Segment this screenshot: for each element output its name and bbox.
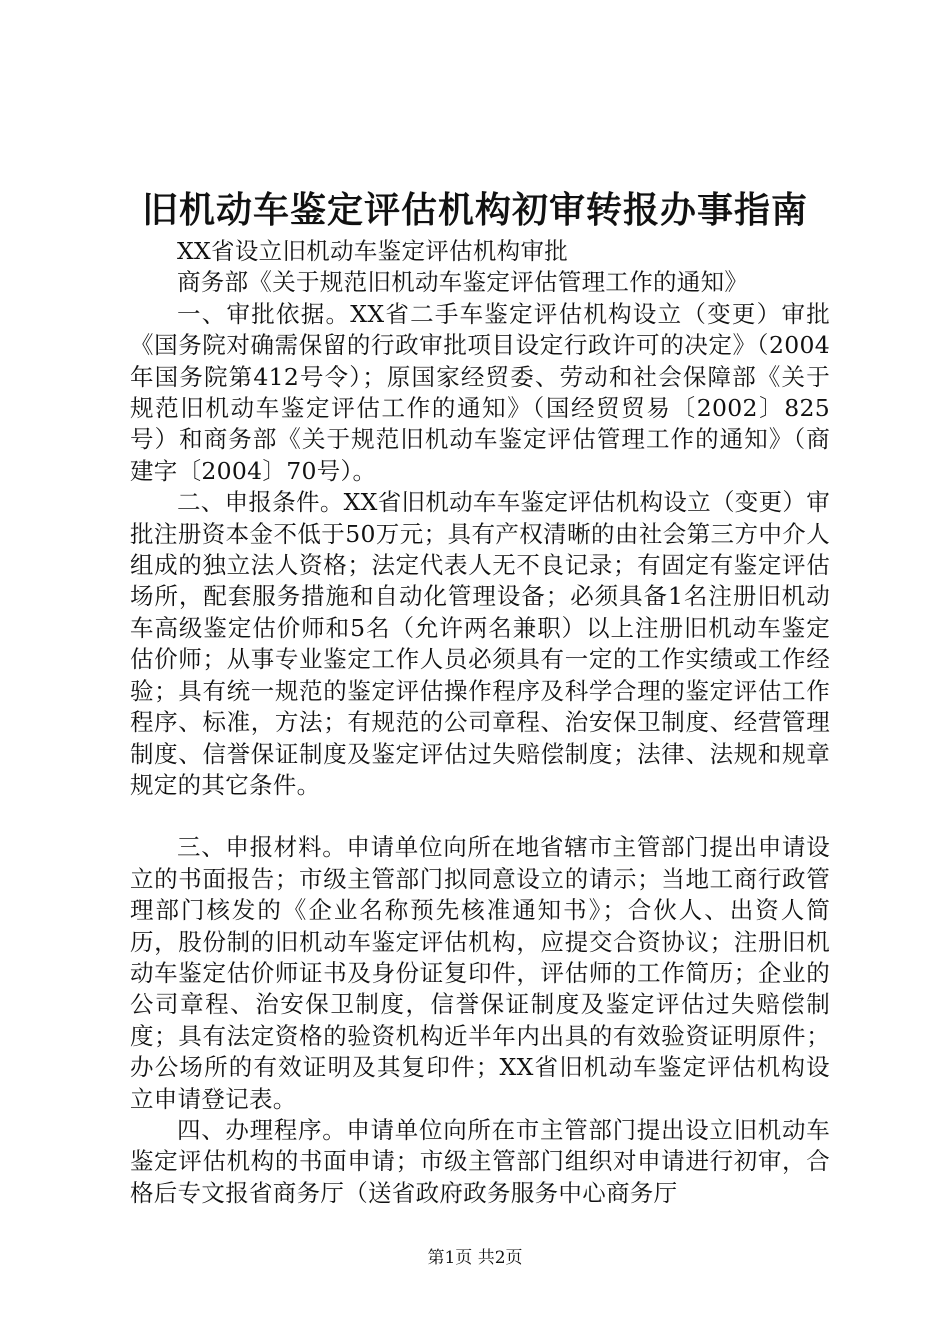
paragraph-application-materials: 三、申报材料。申请单位向所在地省辖市主管部门提出申请设立的书面报告；市级主管部门拟同意设立的请示；当地工商行政管理部门核发的《企业名称预先核准通知书》；合伙人、出资人简历，股份制的旧机动车鉴定评估机构，应提交合资协议；注册旧机动车鉴定估价师证书及身份证复印件，评估师的工作简历；企业的公司章程、治安保卫制度，信誉保证制度及鉴定评估过失赔偿制度；具有法定资格的验资机构近半年内出具的有效验资证明原件；办公场所的有效证明及其复印件；XX省旧机动车鉴定评估机构设立申请登记表。 <box>130 833 830 1113</box>
paragraph-procedure: 四、办理程序。申请单位向所在市主管部门提出设立旧机动车鉴定评估机构的书面申请；市级主管部门组织对申请进行初审，合格后专文报省商务厅（送省政府政务服务中心商务厅 <box>130 1115 830 1207</box>
paragraph-subject: XX省设立旧机动车鉴定评估机构审批 <box>177 237 569 265</box>
page-number: 第1页 共2页 <box>427 1248 523 1268</box>
paragraph-approval-basis: 一、审批依据。XX省二手车鉴定评估机构设立（变更）审批《国务院对确需保留的行政审批项目设定行政许可的决定》（2004年国务院第412号令）；原国家经贸委、劳动和社会保障部《关于规范旧机动车鉴定评估工作的通知》（国经贸贸易〔2002〕825号）和商务部《关于规范旧机动车鉴定评估管理工作的通知》（商建字〔2004〕70号）。 <box>130 299 830 485</box>
paragraph-application-conditions: 二、申报条件。XX省旧机动车车鉴定评估机构设立（变更）审批注册资本金不低于50万元；具有产权清晰的由社会第三方中介人组成的独立法人资格；法定代表人无不良记录；有固定有鉴定评估场所，配套服务措施和自动化管理设备；必须具备1名注册旧机动车高级鉴定估价师和5名（允许两名兼职）以上注册旧机动车鉴定估价师；从事专业鉴定工作人员必须具有一定的工作实绩或工作经验；具有统一规范的鉴定评估操作程序及科学合理的鉴定评估工作程序、标准，方法；有规范的公司章程、治安保卫制度、经营管理制度、信誉保证制度及鉴定评估过失赔偿制度；法律、法规和规章规定的其它条件。 <box>130 488 830 799</box>
document-body <box>130 236 830 1209</box>
paragraph-reference: 商务部《关于规范旧机动车鉴定评估管理工作的通知》 <box>177 268 749 297</box>
document-title: 旧机动车鉴定评估机构初审转报办事指南 <box>141 189 808 231</box>
